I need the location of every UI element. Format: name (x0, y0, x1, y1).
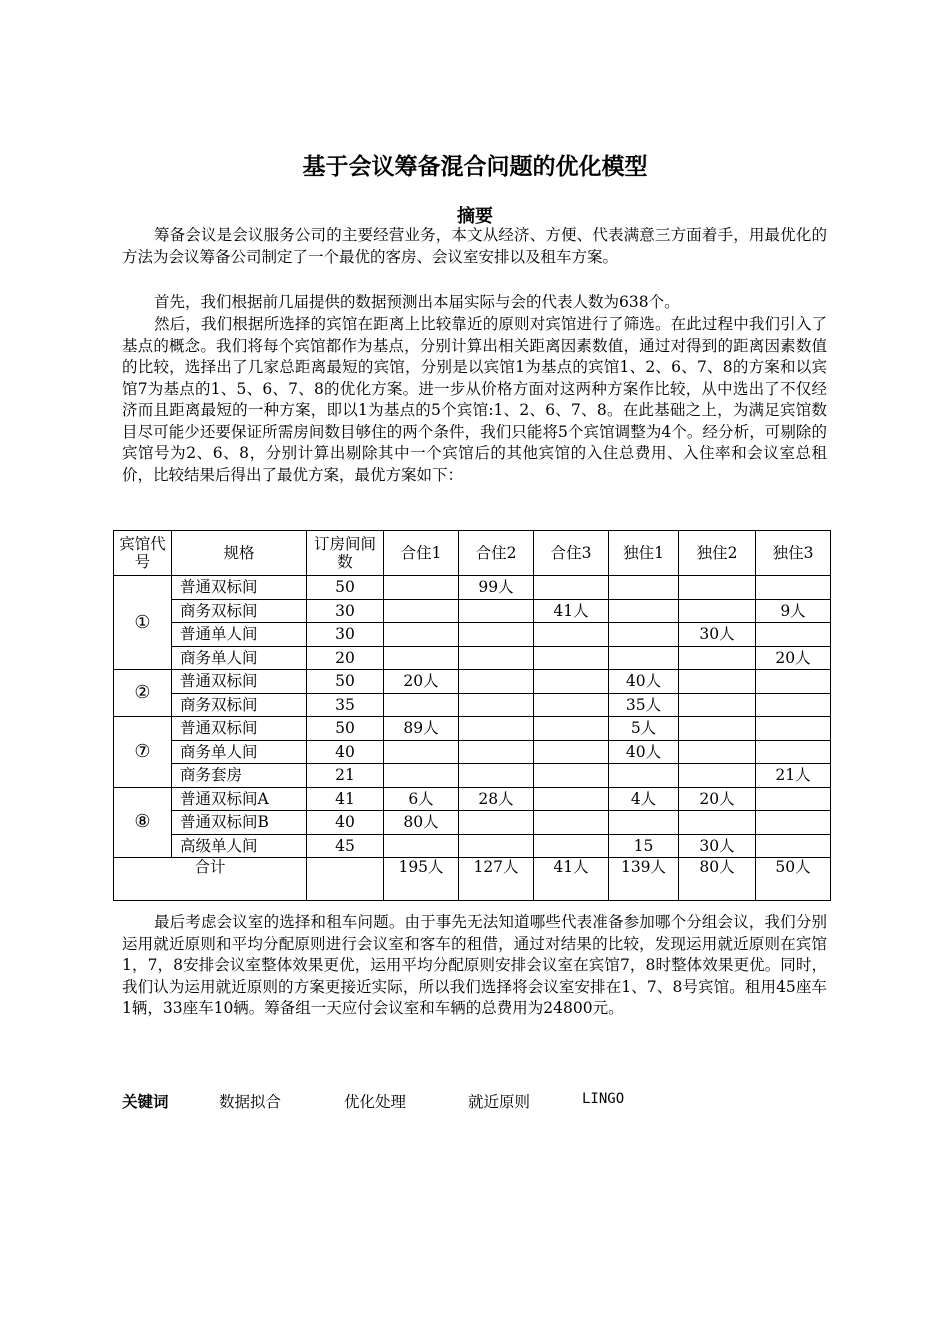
occupancy-cell (459, 670, 534, 694)
occupancy-cell: 40人 (609, 670, 679, 694)
room-spec-cell: 普通单人间 (172, 623, 307, 647)
occupancy-cell: 35人 (609, 693, 679, 717)
table-row (114, 646, 831, 670)
occupancy-cell (609, 623, 679, 647)
occupancy-cell (384, 623, 459, 647)
occupancy-cell (384, 834, 459, 858)
room-spec-cell: 商务单人间 (172, 740, 307, 764)
total-label-cell: 合计 (114, 858, 307, 901)
occupancy-cell (679, 764, 756, 788)
occupancy-cell (609, 576, 679, 600)
room-count-cell: 50 (307, 576, 384, 600)
room-count-cell: 35 (307, 693, 384, 717)
room-spec-cell: 普通双标间 (172, 717, 307, 741)
room-count-cell: 40 (307, 740, 384, 764)
room-count-cell: 50 (307, 717, 384, 741)
abstract-paragraph-4: 最后考虑会议室的选择和租车问题。由于事先无法知道哪些代表准备参加哪个分组会议，我们分别运用就近原则和平均分配原则进行会议室和客车的租借，通过对结果的比较，发现运用就近原则在宾馆1，7，8安排会议室整体效果更优，运用平均分配原则安排会议室在宾馆7，8时整体效果更优。同时，我们认为运用就近原则的方案更接近实际，所以我们选择将会议室安排在1、7、8号宾馆。租用45座车1辆，33座车10辆。筹备组一天应付会议室和车辆的总费用为24800元。 (122, 913, 827, 1017)
occupancy-cell (679, 740, 756, 764)
abstract-paragraph-3: 然后，我们根据所选择的宾馆在距离上比较靠近的原则对宾馆进行了筛选。在此过程中我们引入了基点的概念。我们将每个宾馆都作为基点，分别计算出相关距离因素数值，通过对得到的距离因素数值的比较，选择出了几家总距离最短的宾馆，分别是以宾馆1为基点的宾馆1、2、6、7、8的方案和以宾馆7为基点的1、5、6、7、8的优化方案。进一步从价格方面对这两种方案作比较，从中选出了不仅经济而且距离最短的一种方案，即以1为基点的5个宾馆:1、2、6、7、8。在此基础之上，为满足宾馆数目尽可能少还要保证所需房间数目够住的两个条件，我们只能将5个宾馆调整为4个。经分析，可剔除的宾馆号为2、6、8，分别计算出剔除其中一个宾馆后的其他宾馆的入住总费用、入住率和会议室总租价，比较结果后得出了最优方案，最优方案如下： (122, 315, 827, 484)
room-spec-cell: 商务双标间 (172, 599, 307, 623)
occupancy-cell (384, 740, 459, 764)
room-spec-cell: 商务单人间 (172, 646, 307, 670)
occupancy-cell (756, 623, 831, 647)
table-header-row (114, 531, 831, 576)
header-cell: 合住2 (459, 531, 534, 576)
occupancy-cell (459, 764, 534, 788)
occupancy-cell (756, 693, 831, 717)
total-value-cell: 139人 (609, 858, 679, 901)
table-row (114, 764, 831, 788)
occupancy-cell (679, 811, 756, 835)
total-value-cell (307, 858, 384, 901)
header-cell: 宾馆代号 (114, 531, 172, 576)
keyword-4: LINGO (582, 1091, 625, 1107)
occupancy-cell (459, 646, 534, 670)
occupancy-cell: 80人 (384, 811, 459, 835)
occupancy-cell (384, 764, 459, 788)
abstract-heading: 摘要 (457, 206, 493, 227)
total-value-cell: 50人 (756, 858, 831, 901)
occupancy-cell (384, 646, 459, 670)
keywords-label: 关键词 (122, 1093, 169, 1111)
occupancy-cell (459, 693, 534, 717)
occupancy-cell: 9人 (756, 599, 831, 623)
occupancy-cell: 41人 (534, 599, 609, 623)
occupancy-cell: 21人 (756, 764, 831, 788)
room-count-cell: 41 (307, 787, 384, 811)
room-count-cell: 30 (307, 623, 384, 647)
occupancy-cell: 20人 (679, 787, 756, 811)
table-row (114, 717, 831, 741)
table-row (114, 787, 831, 811)
occupancy-cell (534, 646, 609, 670)
occupancy-cell: 89人 (384, 717, 459, 741)
header-cell: 订房间间数 (307, 531, 384, 576)
keyword-2: 优化处理 (344, 1093, 407, 1111)
occupancy-cell (534, 717, 609, 741)
header-cell: 独住2 (679, 531, 756, 576)
occupancy-cell: 20人 (756, 646, 831, 670)
occupancy-cell (679, 576, 756, 600)
room-allocation-table (113, 530, 831, 901)
occupancy-cell (384, 693, 459, 717)
room-count-cell: 30 (307, 599, 384, 623)
room-spec-cell: 普通双标间 (172, 670, 307, 694)
table-row (114, 740, 831, 764)
occupancy-cell (534, 693, 609, 717)
room-spec-cell: 商务套房 (172, 764, 307, 788)
table-row (114, 576, 831, 600)
room-spec-cell: 高级单人间 (172, 834, 307, 858)
occupancy-cell (459, 740, 534, 764)
table-row (114, 623, 831, 647)
table-row (114, 670, 831, 694)
room-count-cell: 50 (307, 670, 384, 694)
keyword-1: 数据拟合 (219, 1093, 282, 1111)
occupancy-cell: 30人 (679, 623, 756, 647)
occupancy-cell (609, 811, 679, 835)
header-cell: 合住1 (384, 531, 459, 576)
total-value-cell: 80人 (679, 858, 756, 901)
abstract-paragraph-2: 首先，我们根据前几届提供的数据预测出本届实际与会的代表人数为638个。 (154, 293, 680, 311)
occupancy-cell: 20人 (384, 670, 459, 694)
occupancy-cell (459, 811, 534, 835)
occupancy-cell (609, 599, 679, 623)
total-value-cell: 41人 (534, 858, 609, 901)
occupancy-cell (459, 834, 534, 858)
occupancy-cell (534, 576, 609, 600)
table-row (114, 811, 831, 835)
hotel-code-cell: ⑦ (114, 717, 172, 788)
occupancy-cell: 5人 (609, 717, 679, 741)
occupancy-cell (459, 717, 534, 741)
room-count-cell: 40 (307, 811, 384, 835)
hotel-code-cell: ② (114, 670, 172, 717)
occupancy-cell (609, 646, 679, 670)
occupancy-cell (534, 834, 609, 858)
hotel-code-cell: ① (114, 576, 172, 670)
occupancy-cell: 4人 (609, 787, 679, 811)
abstract-paragraph-1: 筹备会议是会议服务公司的主要经营业务，本文从经济、方便、代表满意三方面着手，用最优化的方法为会议筹备公司制定了一个最优的客房、会议室安排以及租车方案。 (122, 226, 827, 266)
occupancy-cell (679, 717, 756, 741)
occupancy-cell (679, 670, 756, 694)
occupancy-cell (756, 670, 831, 694)
total-value-cell: 195人 (384, 858, 459, 901)
occupancy-cell (534, 623, 609, 647)
keyword-3: 就近原则 (468, 1093, 531, 1111)
hotel-code-cell: ⑧ (114, 787, 172, 858)
room-spec-cell: 商务双标间 (172, 693, 307, 717)
header-cell: 独住1 (609, 531, 679, 576)
occupancy-cell: 28人 (459, 787, 534, 811)
table-row (114, 834, 831, 858)
occupancy-cell (756, 811, 831, 835)
occupancy-cell (534, 787, 609, 811)
room-count-cell: 45 (307, 834, 384, 858)
occupancy-cell (459, 623, 534, 647)
occupancy-cell (384, 576, 459, 600)
header-cell: 合住3 (534, 531, 609, 576)
occupancy-cell (679, 646, 756, 670)
occupancy-cell (609, 764, 679, 788)
total-value-cell: 127人 (459, 858, 534, 901)
occupancy-cell (679, 693, 756, 717)
header-cell: 独住3 (756, 531, 831, 576)
room-count-cell: 21 (307, 764, 384, 788)
occupancy-cell: 30人 (679, 834, 756, 858)
occupancy-cell (756, 717, 831, 741)
header-cell: 规格 (172, 531, 307, 576)
occupancy-cell (384, 599, 459, 623)
table-row (114, 693, 831, 717)
occupancy-cell (756, 740, 831, 764)
occupancy-cell: 99人 (459, 576, 534, 600)
room-spec-cell: 普通双标间A (172, 787, 307, 811)
occupancy-cell (534, 740, 609, 764)
occupancy-cell (756, 787, 831, 811)
table-row (114, 599, 831, 623)
room-spec-cell: 普通双标间B (172, 811, 307, 835)
room-count-cell: 20 (307, 646, 384, 670)
table-total-row (114, 858, 831, 901)
occupancy-cell (679, 599, 756, 623)
occupancy-cell (756, 576, 831, 600)
paper-title: 基于会议筹备混合问题的优化模型 (302, 154, 648, 180)
occupancy-cell (534, 811, 609, 835)
occupancy-cell: 15 (609, 834, 679, 858)
occupancy-cell (756, 834, 831, 858)
room-spec-cell: 普通双标间 (172, 576, 307, 600)
occupancy-cell: 40人 (609, 740, 679, 764)
occupancy-cell (534, 764, 609, 788)
occupancy-cell (459, 599, 534, 623)
occupancy-cell: 6人 (384, 787, 459, 811)
occupancy-cell (534, 670, 609, 694)
